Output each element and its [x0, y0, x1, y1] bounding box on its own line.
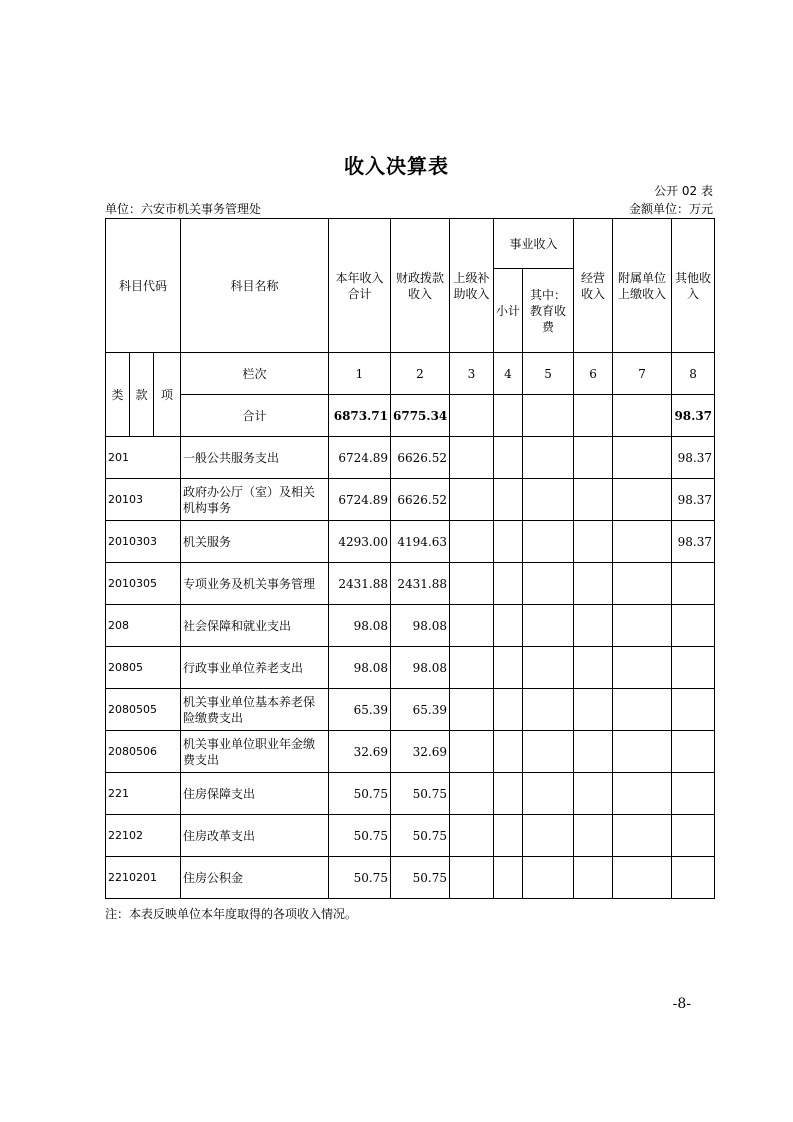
- row-total: 50.75: [329, 773, 391, 815]
- row-name: 政府办公厅（室）及相关机构事务: [181, 479, 329, 521]
- sum-fiscal: 6775.34: [391, 395, 450, 437]
- table-row: [106, 479, 715, 521]
- row-code: 20103: [106, 479, 181, 521]
- row-name: 专项业务及机关事务管理: [181, 563, 329, 605]
- row-fiscal: 6626.52: [391, 479, 450, 521]
- row-code: 2080506: [106, 731, 181, 773]
- table-row: [106, 563, 715, 605]
- row-total: 50.75: [329, 857, 391, 899]
- column-number: 4: [494, 353, 523, 395]
- row-name: 行政事业单位养老支出: [181, 647, 329, 689]
- table-row: [106, 773, 715, 815]
- row-fiscal: 98.08: [391, 647, 450, 689]
- row-code: 221: [106, 773, 181, 815]
- table-row: [106, 605, 715, 647]
- table-row: [106, 689, 715, 731]
- table-row: [106, 521, 715, 563]
- reporting-unit: 单位：六安市机关事务管理处: [105, 202, 262, 216]
- row-total: 50.75: [329, 815, 391, 857]
- row-other: [672, 563, 715, 605]
- header-other: 其他收入: [672, 219, 715, 353]
- header-business-subtotal: 小计: [494, 269, 523, 353]
- row-fiscal: 65.39: [391, 689, 450, 731]
- income-statement-table: [105, 218, 715, 899]
- row-fiscal: 50.75: [391, 857, 450, 899]
- row-total: 2431.88: [329, 563, 391, 605]
- row-fiscal: 98.08: [391, 605, 450, 647]
- row-code: 208: [106, 605, 181, 647]
- row-fiscal: 50.75: [391, 773, 450, 815]
- row-code: 20805: [106, 647, 181, 689]
- row-name: 机关事业单位基本养老保险缴费支出: [181, 689, 329, 731]
- row-total: 65.39: [329, 689, 391, 731]
- row-name: 机关事业单位职业年金缴费支出: [181, 731, 329, 773]
- row-name: 住房保障支出: [181, 773, 329, 815]
- row-code: 2010303: [106, 521, 181, 563]
- row-code: 22102: [106, 815, 181, 857]
- row-other: 98.37: [672, 521, 715, 563]
- header-total: 本年收入合计: [329, 219, 391, 353]
- row-other: 98.37: [672, 437, 715, 479]
- row-other: [672, 689, 715, 731]
- column-number: 3: [450, 353, 494, 395]
- row-other: [672, 605, 715, 647]
- row-name: 住房改革支出: [181, 815, 329, 857]
- amount-unit: 金额单位：万元: [628, 202, 713, 216]
- header-name: 科目名称: [181, 219, 329, 353]
- row-name: 住房公积金: [181, 857, 329, 899]
- row-name: 社会保障和就业支出: [181, 605, 329, 647]
- header-fiscal: 财政拨款收入: [391, 219, 450, 353]
- sum-row-label: 合计: [181, 395, 329, 437]
- table-row: [106, 857, 715, 899]
- column-number: 2: [391, 353, 450, 395]
- header-xiang: 项: [154, 353, 181, 437]
- column-number: 6: [574, 353, 613, 395]
- header-kuan: 款: [130, 353, 154, 437]
- row-fiscal: 4194.63: [391, 521, 450, 563]
- row-total: 98.08: [329, 605, 391, 647]
- row-code: 2080505: [106, 689, 181, 731]
- column-number: 7: [613, 353, 672, 395]
- header-lei: 类: [106, 353, 130, 437]
- row-total: 6724.89: [329, 437, 391, 479]
- row-other: [672, 857, 715, 899]
- header-operating: 经营收入: [574, 219, 613, 353]
- form-number: 公开 02 表: [654, 184, 713, 198]
- page-title: 收入决算表: [344, 154, 449, 178]
- row-total: 6724.89: [329, 479, 391, 521]
- sum-other: 98.37: [672, 395, 715, 437]
- row-total: 32.69: [329, 731, 391, 773]
- header-subsidy: 上级补助收入: [450, 219, 494, 353]
- row-total: 4293.00: [329, 521, 391, 563]
- header-business: 事业收入: [494, 219, 574, 269]
- row-other: [672, 731, 715, 773]
- row-total: 98.08: [329, 647, 391, 689]
- column-number-label: 栏次: [181, 353, 329, 395]
- table-note: 注：本表反映单位本年度取得的各项收入情况。: [105, 907, 358, 921]
- row-other: [672, 647, 715, 689]
- column-number: 8: [672, 353, 715, 395]
- header-affiliate: 附属单位上缴收入: [613, 219, 672, 353]
- table-row: [106, 731, 715, 773]
- sum-total: 6873.71: [329, 395, 391, 437]
- table-row: [106, 647, 715, 689]
- row-fiscal: 50.75: [391, 815, 450, 857]
- row-other: 98.37: [672, 479, 715, 521]
- row-fiscal: 2431.88: [391, 563, 450, 605]
- row-code: 201: [106, 437, 181, 479]
- header-business-edu: 其中：教育收费: [523, 269, 574, 353]
- row-fiscal: 6626.52: [391, 437, 450, 479]
- header-code: 科目代码: [106, 219, 181, 353]
- table-row: [106, 437, 715, 479]
- column-number: 1: [329, 353, 391, 395]
- table-row: [106, 815, 715, 857]
- row-other: [672, 773, 715, 815]
- row-other: [672, 815, 715, 857]
- row-fiscal: 32.69: [391, 731, 450, 773]
- row-name: 机关服务: [181, 521, 329, 563]
- row-code: 2210201: [106, 857, 181, 899]
- column-number: 5: [523, 353, 574, 395]
- page-number: -8-: [672, 996, 691, 1012]
- row-code: 2010305: [106, 563, 181, 605]
- row-name: 一般公共服务支出: [181, 437, 329, 479]
